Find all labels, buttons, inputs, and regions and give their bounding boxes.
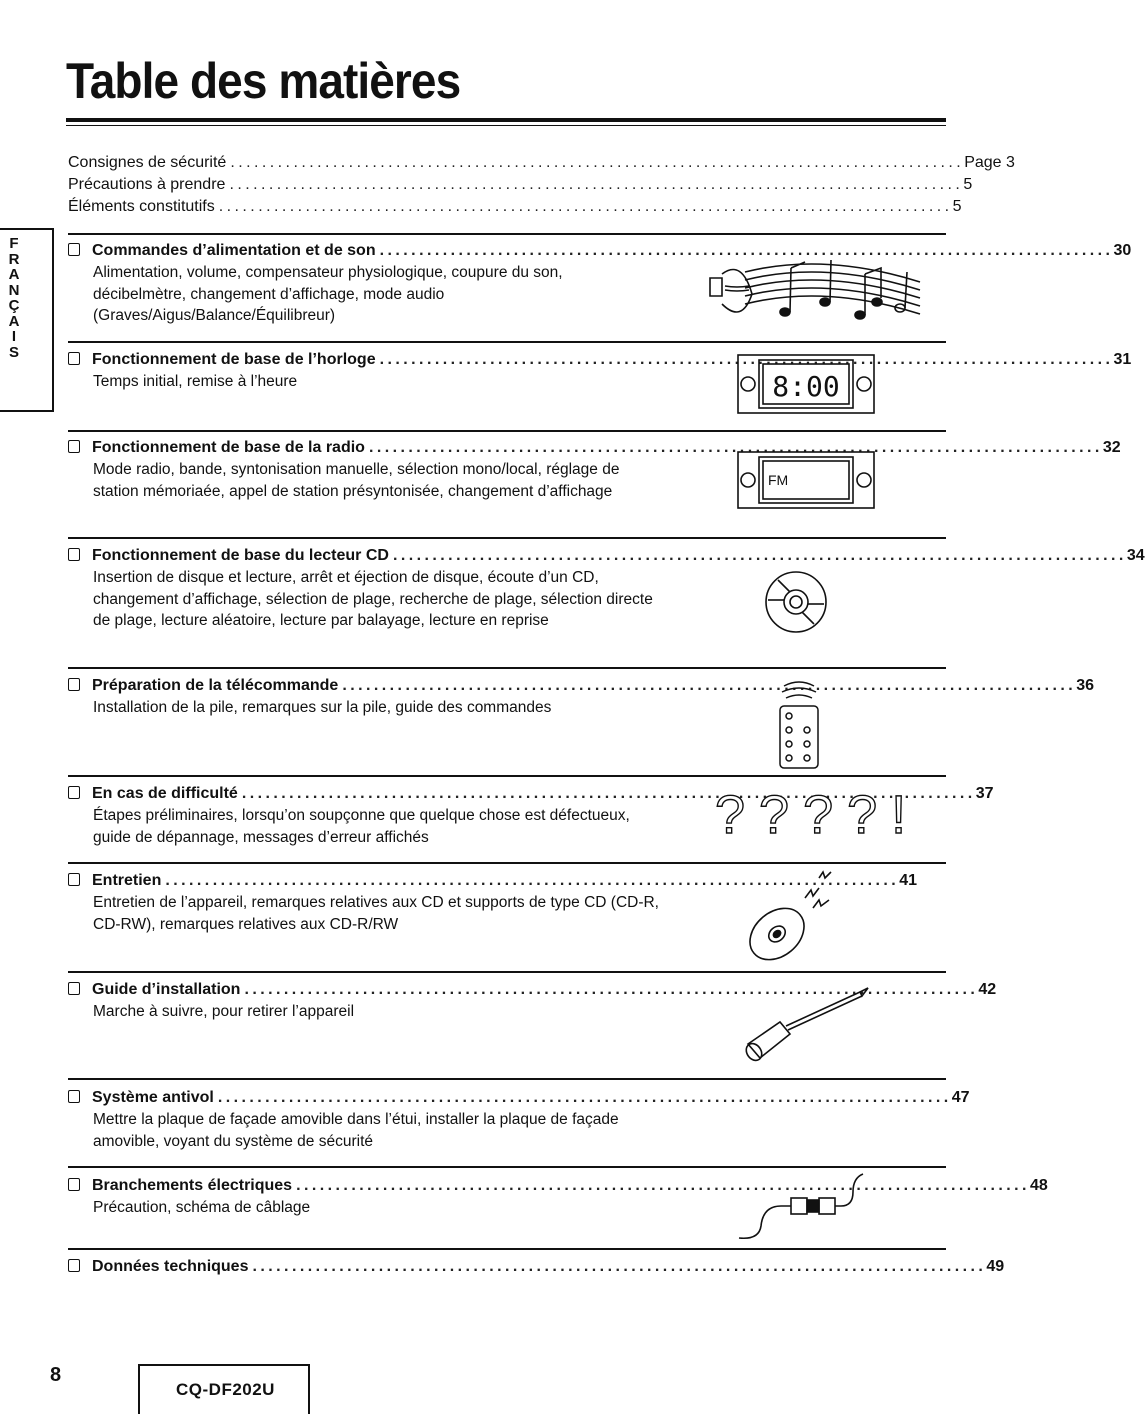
section-page: 47 xyxy=(951,1089,970,1106)
section-divider xyxy=(68,537,946,539)
music-notes-icon xyxy=(705,250,925,330)
model-number-box xyxy=(138,1364,310,1414)
toc-entry: Éléments constitutifs . . . 5 xyxy=(68,196,670,218)
section-heading: Données techniques xyxy=(92,1258,249,1275)
section-heading: Système antivol xyxy=(92,1089,214,1106)
toc-section-troubleshooting[interactable] xyxy=(68,783,994,848)
section-divider xyxy=(68,233,946,235)
section-divider xyxy=(68,341,946,343)
section-description: Étapes préliminaires, lorsqu’on soupçonne que quelque chose est défectueux, guide de dépannage, messages d’erreur affichés xyxy=(93,807,630,846)
section-page: 41 xyxy=(899,872,918,889)
title-rule-thin xyxy=(66,125,946,126)
section-heading: Commandes d’alimentation et de son xyxy=(92,242,376,259)
section-description: Alimentation, volume, compensateur physiologique, coupure du son, décibelmètre, changement d’affichage, mode audio (Graves/Aigus/Balance/Équilibreur) xyxy=(93,264,563,324)
section-heading: Branchements électriques xyxy=(92,1177,293,1194)
clock-display-icon xyxy=(737,354,875,414)
section-divider xyxy=(68,1166,946,1168)
cable-connector-icon xyxy=(735,1170,865,1245)
section-divider xyxy=(68,1078,946,1080)
section-page: 31 xyxy=(1113,351,1132,368)
radio-display-icon xyxy=(737,451,875,509)
section-heading: Préparation de la télécommande xyxy=(92,677,339,694)
screwdriver-icon xyxy=(740,984,875,1064)
question-marks-text: ????! xyxy=(715,785,921,845)
section-page: 36 xyxy=(1076,677,1094,694)
toc-section-installation[interactable] xyxy=(68,979,997,1023)
section-heading: Fonctionnement de base de l’horloge xyxy=(92,351,376,368)
section-heading: Guide d’installation xyxy=(92,981,241,998)
cd-disc-icon xyxy=(764,570,828,634)
toc-section-wiring[interactable] xyxy=(68,1175,1048,1219)
bullet-box-icon xyxy=(68,786,80,799)
title-rule xyxy=(66,118,946,122)
radio-display-text: FM xyxy=(768,472,789,488)
section-description: Mettre la plaque de façade amovible dans l’étui, installer la plaque de façade amovible, voyant du système de sécurité xyxy=(93,1111,619,1150)
toc-section-remote[interactable] xyxy=(68,675,1094,719)
section-heading: En cas de difficulté xyxy=(92,785,238,802)
bullet-box-icon xyxy=(68,873,80,886)
toc-section-cd[interactable] xyxy=(68,545,1145,632)
section-divider xyxy=(68,1248,946,1250)
toc-section-maintenance[interactable] xyxy=(68,870,918,935)
section-divider xyxy=(68,862,946,864)
bullet-box-icon xyxy=(68,1178,80,1191)
section-description: Installation de la pile, remarques sur la pile, guide des commandes xyxy=(93,699,552,716)
bullet-box-icon xyxy=(68,982,80,995)
bullet-box-icon xyxy=(68,352,80,365)
section-description: Entretien de l’appareil, remarques relatives aux CD et supports de type CD (CD-R, CD-RW), remarques relatives aux CD-R/RW xyxy=(93,894,659,933)
toc-section-power-sound[interactable] xyxy=(68,240,1132,327)
section-heading: Fonctionnement de base de la radio xyxy=(92,439,365,456)
bullet-box-icon xyxy=(68,1090,80,1103)
section-description: Marche à suivre, pour retirer l’appareil xyxy=(93,1003,355,1020)
bullet-box-icon xyxy=(68,678,80,691)
section-page: 32 xyxy=(1102,439,1121,456)
toc-section-specifications[interactable] xyxy=(68,1256,1005,1278)
bullet-box-icon xyxy=(68,548,80,561)
section-page: 30 xyxy=(1113,242,1132,259)
section-page: 49 xyxy=(986,1258,1005,1275)
bullet-box-icon xyxy=(68,440,80,453)
section-page: 42 xyxy=(978,981,997,998)
section-divider xyxy=(68,971,946,973)
question-marks-icon xyxy=(715,785,921,855)
model-number: CQ-DF202U xyxy=(176,1380,275,1399)
section-page: 48 xyxy=(1029,1177,1048,1194)
section-heading: Entretien xyxy=(92,872,162,889)
section-divider xyxy=(68,430,946,432)
remote-control-icon xyxy=(776,678,822,770)
toc-entry: Consignes de sécurité . . . Page 3 xyxy=(68,152,670,174)
section-page: 37 xyxy=(975,785,994,802)
language-side-tab xyxy=(0,228,54,412)
section-description: Précaution, schéma de câblage xyxy=(93,1199,311,1216)
section-page: 34 xyxy=(1126,547,1145,564)
language-tab-letters: F R A N Ç A I S xyxy=(8,235,20,361)
page-number: 8 xyxy=(50,1364,62,1386)
toc-entry: Précautions à prendre . . . 5 xyxy=(68,174,670,196)
bullet-box-icon xyxy=(68,1259,80,1272)
toc-section-antitheft[interactable] xyxy=(68,1087,970,1152)
section-heading: Fonctionnement de base du lecteur CD xyxy=(92,547,389,564)
section-description: Mode radio, bande, syntonisation manuelle, sélection mono/local, réglage de station mémoriaée, appel de station présyntonisée, changement d’affichage xyxy=(93,461,620,500)
bullet-box-icon xyxy=(68,243,80,256)
damaged-cd-icon xyxy=(745,870,840,965)
section-description: Insertion de disque et lecture, arrêt et éjection de disque, écoute d’un CD, changement d’affichage, sélection de plage, recherche de plage, sélection directe de plage, lecture aléatoire, lecture par balayage, lecture en reprise xyxy=(93,569,653,629)
section-divider xyxy=(68,775,946,777)
preliminary-entries xyxy=(68,152,1015,218)
section-divider xyxy=(68,667,946,669)
clock-display-text: 8:00 xyxy=(772,370,840,403)
section-description: Temps initial, remise à l’heure xyxy=(93,373,298,390)
page-title: Table des matières xyxy=(66,53,461,109)
